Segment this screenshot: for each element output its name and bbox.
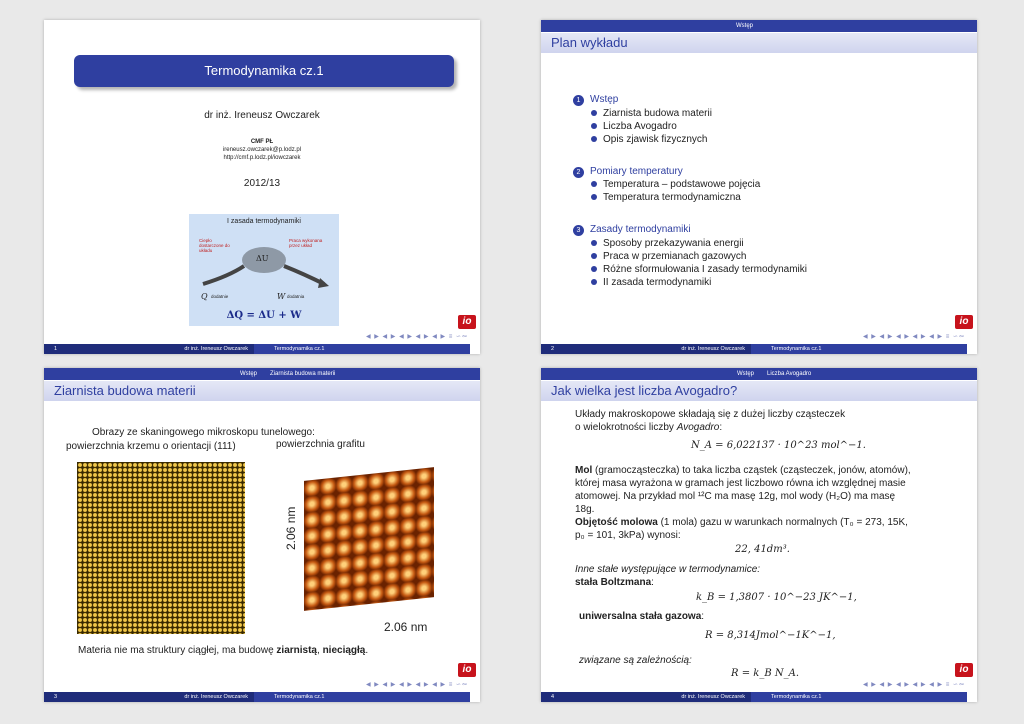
w-symbol: W (277, 292, 286, 301)
section-header: Wstęp (541, 20, 977, 32)
relation-equation: R = k_B N_A. (731, 668, 800, 679)
footer-title: Termodynamika cz.1 (771, 346, 822, 352)
molar-volume-2: p₀ = 101, 3kPa) wynosi: (575, 530, 681, 541)
footer-title: Termodynamika cz.1 (274, 346, 325, 352)
footer-author: dr inż. Ireneusz Owczarek (681, 694, 745, 700)
slide-title: Ziarnista budowa materii (44, 381, 480, 401)
footer-title: Termodynamika cz.1 (274, 694, 325, 700)
graphite-caption: powierzchnia grafitu (276, 439, 365, 450)
outline-item[interactable]: II zasada termodynamiki (591, 277, 711, 288)
outline-item[interactable]: Praca w przemianach gazowych (591, 251, 746, 262)
beamer-navigation[interactable]: ◀ ▶ ◀ ▶ ◀ ▶ ◀ ▶ ◀ ▶ ≡ ∽∾ (862, 334, 965, 340)
outline-item[interactable]: Opis zjawisk fizycznych (591, 134, 707, 145)
slide-number: 1 (54, 346, 58, 352)
outline-item[interactable]: Różne sformułowania I zasady termodynamiki (591, 264, 807, 275)
molar-volume-value: 22, 41dm³. (735, 544, 790, 555)
q-symbol: Q (201, 292, 208, 301)
boltzmann-label: stała Boltzmana: (575, 577, 654, 588)
outline-section-1[interactable]: 1 Wstęp (573, 94, 618, 106)
slide-number: 2 (551, 346, 555, 352)
org: CMF PŁ (250, 139, 274, 145)
slide-2 (541, 20, 977, 354)
year: 2012/13 (243, 178, 281, 189)
molar-volume: Objętość molowa (1 mola) gazu w warunkach normalnych (T₀ = 273, 15K, (575, 517, 908, 528)
footer (44, 692, 480, 702)
other-constants: Inne stałe występujące w termodynamice: (575, 564, 761, 575)
outline-section-3[interactable]: 3 Zasady termodynamiki (573, 224, 691, 236)
footer-title: Termodynamika cz.1 (771, 694, 822, 700)
relation-label: związane są zależnością: (579, 655, 692, 666)
footer (541, 344, 977, 354)
url[interactable]: http://cmf.p.lodz.pl/iowczarek (223, 155, 301, 161)
slide-title: Plan wykładu (541, 33, 977, 53)
silicon-stm-image (77, 462, 245, 634)
q-sign: dodatnie (211, 294, 229, 299)
gas-constant-label: uniwersalna stała gazowa: (579, 611, 705, 622)
outline-section-2[interactable]: 2 Pomiary temperatury (573, 166, 683, 178)
conclusion-text: Materia nie ma struktury ciągłej, ma budowę ziarnistą, nieciągłą. (78, 645, 369, 656)
footer (541, 692, 977, 702)
intro-text: Obrazy ze skaningowego mikroskopu tunelowego: (92, 427, 315, 438)
mol-definition-4: 18g. (575, 504, 595, 515)
slide-3 (44, 368, 480, 702)
outline-item[interactable]: Temperatura – podstawowe pojęcia (591, 179, 760, 190)
mol-definition-2: której masa wyrażona w gramach jest liczbowo równa ich względnej masie (575, 478, 906, 489)
first-law-equation: ΔQ = ΔU + W (226, 310, 302, 321)
slide-4 (541, 368, 977, 702)
author: dr inż. Ireneusz Owczarek (204, 110, 320, 121)
io-logo: io (458, 315, 476, 329)
slide-1 (44, 20, 480, 354)
section-header: Wstęp Ziarnista budowa materii (44, 368, 480, 380)
avogadro-intro-2: o wielokrotności liczby Avogadro: (575, 422, 723, 433)
io-logo: io (458, 663, 476, 677)
io-logo: io (955, 315, 973, 329)
slide-number: 3 (54, 694, 58, 700)
mol-definition-3: atomowej. Na przykład mol ¹²C ma masę 12g, mol wody (H₂O) ma masę (575, 491, 896, 502)
beamer-navigation[interactable]: ◀ ▶ ◀ ▶ ◀ ▶ ◀ ▶ ◀ ▶ ≡ ∽∾ (365, 334, 468, 340)
outline-item[interactable]: Ziarnista budowa materii (591, 108, 712, 119)
heat-label: Ciepło dostarczone do układu (199, 238, 230, 253)
presentation-title: Termodynamika cz.1 (74, 55, 454, 87)
boltzmann-equation: k_B = 1,3807 · 10^−23 JK^−1, (696, 592, 857, 603)
silicon-caption: powierzchnia krzemu o orientacji (111) (66, 441, 236, 452)
slide-number: 4 (551, 694, 555, 700)
beamer-navigation[interactable]: ◀ ▶ ◀ ▶ ◀ ▶ ◀ ▶ ◀ ▶ ≡ ∽∾ (862, 682, 965, 688)
w-sign: dodatnia (287, 294, 305, 299)
figure-title: I zasada termodynamiki (227, 218, 301, 225)
gas-constant-equation: R = 8,314Jmol^−1K^−1, (705, 630, 836, 641)
footer-author: dr inż. Ireneusz Owczarek (681, 346, 745, 352)
beamer-navigation[interactable]: ◀ ▶ ◀ ▶ ◀ ▶ ◀ ▶ ◀ ▶ ≡ ∽∾ (365, 682, 468, 688)
vertical-scale-label: 2.06 nm (284, 506, 298, 550)
outline-item[interactable]: Temperatura termodynamiczna (591, 192, 741, 203)
mol-definition: Mol (gramocząsteczka) to taka liczba cząstek (cząsteczek, jonów, atomów), (575, 465, 911, 476)
footer (44, 344, 480, 354)
delta-u-label: ΔU (256, 254, 269, 263)
work-label: Praca wykonana przez układ (289, 238, 323, 248)
slide-title: Jak wielka jest liczba Avogadro? (541, 381, 977, 401)
outline-item[interactable]: Sposoby przekazywania energii (591, 238, 744, 249)
footer-author: dr inż. Ireneusz Owczarek (184, 694, 248, 700)
avogadro-equation: N_A = 6,022137 · 10^23 mol^−1. (691, 440, 866, 451)
footer-author: dr inż. Ireneusz Owczarek (184, 346, 248, 352)
avogadro-intro: Układy makroskopowe składają się z dużej liczby cząsteczek (575, 409, 846, 420)
email[interactable]: ireneusz.owczarek@p.lodz.pl (222, 147, 302, 153)
io-logo: io (955, 663, 973, 677)
section-header: Wstęp Liczba Avogadro (541, 368, 977, 380)
horizontal-scale-label: 2.06 nm (384, 620, 428, 634)
graphite-stm-image (282, 460, 458, 640)
first-law-figure (189, 214, 339, 326)
outline-item[interactable]: Liczba Avogadro (591, 121, 677, 132)
